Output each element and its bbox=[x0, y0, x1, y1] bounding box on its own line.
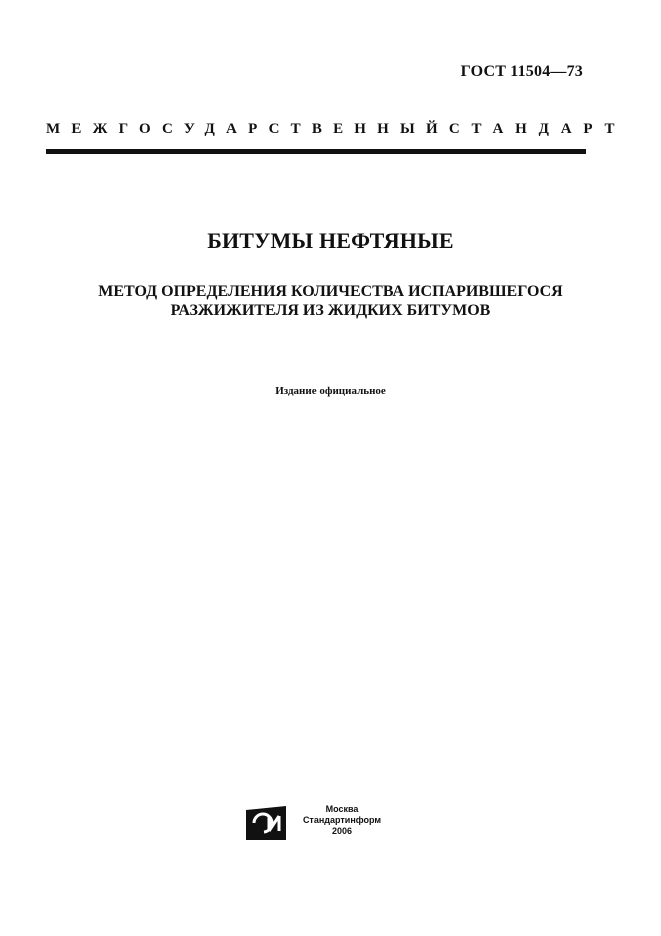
standard-type-heading bbox=[46, 121, 627, 138]
gost-number: ГОСТ 11504—73 bbox=[460, 63, 583, 80]
publisher-block bbox=[246, 804, 396, 846]
header-rule bbox=[46, 149, 586, 154]
publisher-year: 2006 bbox=[331, 826, 353, 836]
publisher-name: Стандартинформ bbox=[302, 815, 382, 825]
publisher-text bbox=[294, 804, 390, 837]
standartinform-logo-icon bbox=[246, 806, 286, 840]
standard-type-word: МЕЖГОСУДАРСТВЕННЫЙ bbox=[46, 121, 449, 137]
standard-type-word: СТАНДАРТ bbox=[448, 121, 627, 137]
document-title: БИТУМЫ НЕФТЯНЫЕ bbox=[207, 228, 454, 253]
publisher-city: Москва bbox=[325, 804, 359, 814]
edition-label: Издание официальное bbox=[275, 385, 386, 397]
subtitle-line-1: МЕТОД ОПРЕДЕЛЕНИЯ КОЛИЧЕСТВА ИСПАРИВШЕГОСЯ bbox=[98, 283, 563, 300]
document-subtitle bbox=[60, 282, 601, 320]
subtitle-line-2: РАЗЖИЖИТЕЛЯ ИЗ ЖИДКИХ БИТУМОВ bbox=[170, 302, 491, 319]
